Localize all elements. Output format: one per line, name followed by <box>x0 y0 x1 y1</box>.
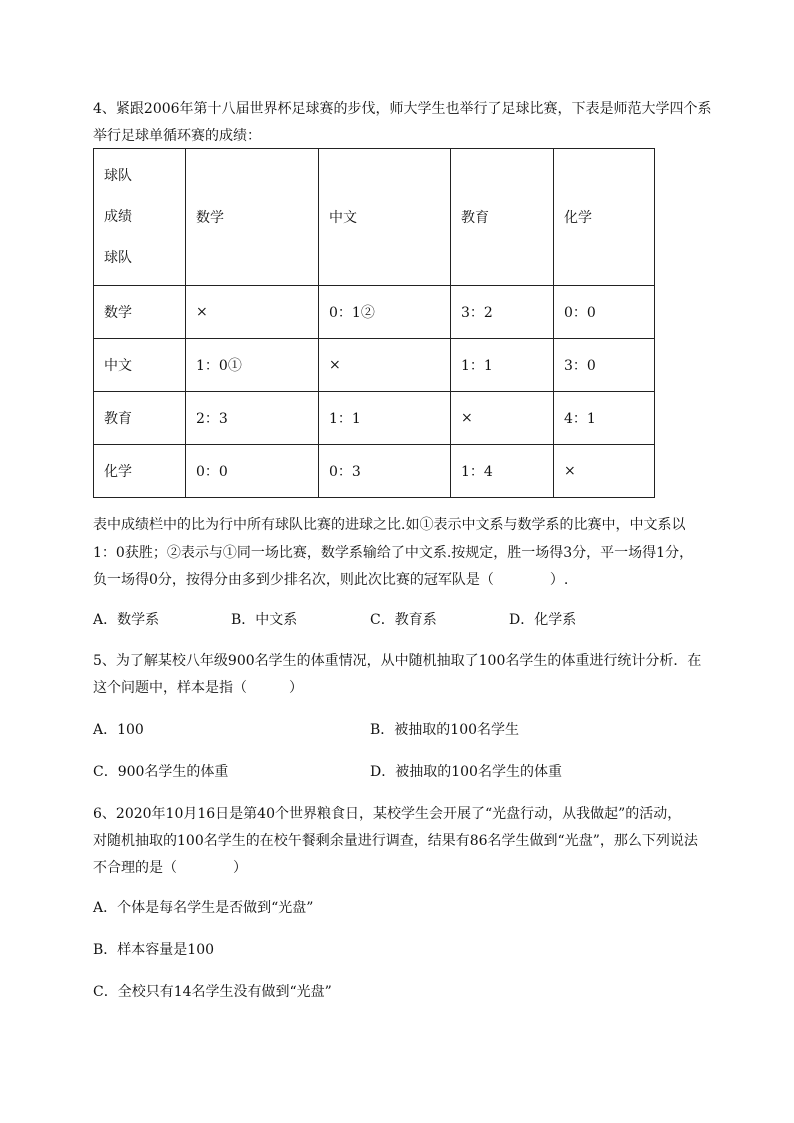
q5-stem-line-1: 5、为了解某校八年级900名学生的体重情况，从中随机抽取了100名学生的体重进行统计分析．在 <box>93 653 702 669</box>
table-cell: 0：3 <box>319 445 451 498</box>
row-header: 数学 <box>94 286 186 339</box>
score-table <box>93 148 655 498</box>
table-cell: × <box>186 286 319 339</box>
table-cell: × <box>554 445 655 498</box>
table-cell: 1：1 <box>319 392 451 445</box>
q6-stem-line-3: 不合理的是（ ） <box>93 860 247 876</box>
corner-label-team-left: 球队 <box>104 249 132 266</box>
q5-stem-line-2: 这个问题中，样本是指（ ） <box>93 680 303 696</box>
table-cell: 0：1② <box>319 286 451 339</box>
q4-option-b[interactable]: B．中文系 <box>231 612 298 628</box>
q4-explanation-line-3: 负一场得0分，按得分由多到少排名次，则此次比赛的冠军队是（ ）. <box>93 572 569 588</box>
table-corner-cell <box>94 149 186 286</box>
q6-option-c[interactable]: C．全校只有14名学生没有做到“光盘” <box>93 984 332 1000</box>
q4-option-d[interactable]: D．化学系 <box>509 612 577 628</box>
col-header: 数学 <box>186 149 319 286</box>
table-cell: 1：4 <box>451 445 554 498</box>
table-cell: 3：0 <box>554 339 655 392</box>
table-row <box>94 445 655 498</box>
col-header: 中文 <box>319 149 451 286</box>
col-header: 化学 <box>554 149 655 286</box>
col-header: 教育 <box>451 149 554 286</box>
q4-option-c[interactable]: C．教育系 <box>370 612 437 628</box>
table-cell: 0：0 <box>186 445 319 498</box>
q6-stem-line-1: 6、2020年10月16日是第40个世界粮食日，某校学生会开展了“光盘行动，从我做起”的活动， <box>93 806 682 822</box>
table-row <box>94 392 655 445</box>
q4-option-a[interactable]: A．数学系 <box>93 612 160 628</box>
q4-explanation-line-2: 1：0获胜；②表示与①同一场比赛，数学系输给了中文系.按规定，胜一场得3分，平一场得1分， <box>93 545 694 561</box>
table-cell: × <box>319 339 451 392</box>
q4-explanation-line-1: 表中成绩栏中的比为行中所有球队比赛的进球之比.如①表示中文系与数学系的比赛中，中文系以 <box>93 517 686 533</box>
table-cell: 4：1 <box>554 392 655 445</box>
table-cell: 3：2 <box>451 286 554 339</box>
table-cell: 0：0 <box>554 286 655 339</box>
corner-label-score: 成绩 <box>104 208 132 225</box>
q6-stem-line-2: 对随机抽取的100名学生的在校午餐剩余量进行调查，结果有86名学生做到“光盘”，那么下列说法 <box>93 833 698 849</box>
table-row <box>94 286 655 339</box>
table-cell: × <box>451 392 554 445</box>
q6-option-a[interactable]: A．个体是每名学生是否做到“光盘” <box>93 900 314 916</box>
row-header: 化学 <box>94 445 186 498</box>
q5-option-a[interactable]: A．100 <box>93 722 144 738</box>
q5-option-c[interactable]: C．900名学生的体重 <box>93 764 229 780</box>
q6-option-b[interactable]: B．样本容量是100 <box>93 942 215 958</box>
table-header-row <box>94 149 655 286</box>
q4-stem-line-2: 举行足球单循环赛的成绩： <box>93 128 261 144</box>
table-row <box>94 339 655 392</box>
table-cell: 1：0① <box>186 339 319 392</box>
q5-option-b[interactable]: B．被抽取的100名学生 <box>370 722 520 738</box>
row-header: 中文 <box>94 339 186 392</box>
row-header: 教育 <box>94 392 186 445</box>
q5-option-d[interactable]: D．被抽取的100名学生的体重 <box>370 764 562 780</box>
corner-label-team-top: 球队 <box>104 167 132 184</box>
table-cell: 1：1 <box>451 339 554 392</box>
table-cell: 2：3 <box>186 392 319 445</box>
q4-stem-line-1: 4、紧跟2006年第十八届世界杯足球赛的步伐，师大学生也举行了足球比赛，下表是师范大学四个系 <box>93 101 712 117</box>
